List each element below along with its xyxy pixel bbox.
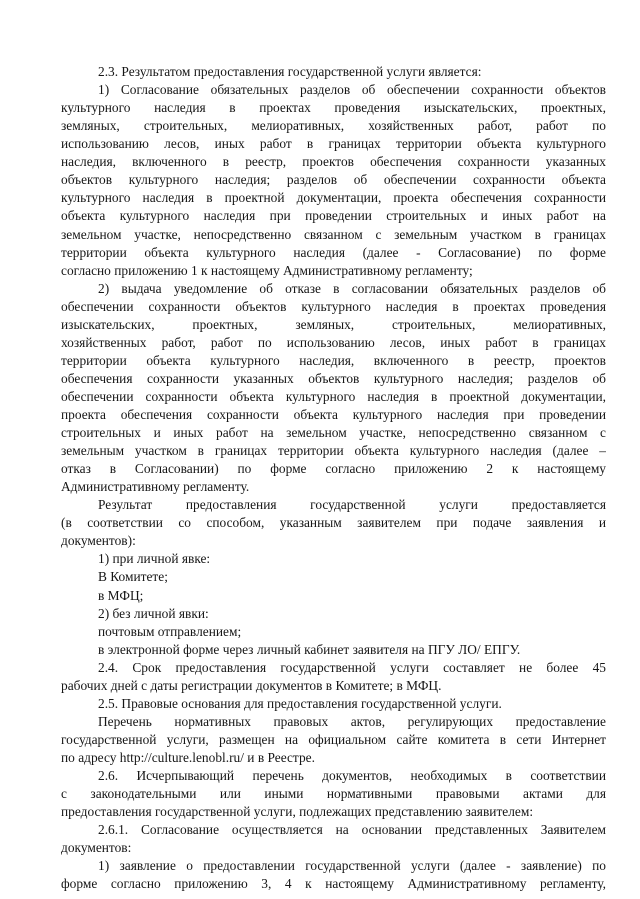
text-line: по адресу http://culture.lenobl.ru/ и в Реестре. [61,749,315,765]
text-line: земельным участком в границах территории объекта культурного наследия (далее – [61,443,606,459]
text-line: объекта культурного наследия при проведении строительных и иных работ на [61,208,606,224]
text-line: форме согласно приложению 3, 4 к настоящему Административному регламенту, [61,876,606,892]
text-line: рабочих дней с даты регистрации документов в Комитете; в МФЦ. [61,677,442,693]
text-line: Результат предоставления государственной услуги предоставляется [98,497,606,513]
text-line: В Комитете; [98,569,168,585]
text-line: государственной услуги, размещен на официальном сайте комитета в сети Интернет [61,731,606,747]
text-line: в МФЦ; [98,587,144,603]
text-line: 2) выдача уведомление об отказе в согласовании обязательных разделов об [98,280,606,296]
text-line: проекта обеспечения сохранности объекта культурного наследия при проведении [61,406,606,422]
text-line: объектов культурного наследия; разделов об обеспечении сохранности объекта [61,172,606,188]
text-line: согласно приложению 1 к настоящему Административному регламенту; [61,262,473,278]
text-line: Перечень нормативных правовых актов, регулирующих предоставление [98,713,606,729]
text-line: 1) при личной явке: [98,551,211,567]
text-line: (в соответствии со способом, указанным заявителем при подаче заявления и [61,515,606,531]
text-line: обеспечении сохранности объекта культурного наследия в проектной документации, [61,388,606,404]
text-line: документов: [61,840,132,856]
text-line: 1) Согласование обязательных разделов об обеспечении сохранности объектов [98,82,606,97]
text-line: 2.6. Исчерпывающий перечень документов, необходимых в соответствии [98,768,606,783]
text-line: земляных, строительных, мелиоративных, хозяйственных работ, работ по [61,118,606,134]
text-line: предоставления государственной услуги, подлежащих представлению заявителем: [61,804,534,820]
text-line: почтовым отправлением; [98,623,242,639]
text-line: 2.5. Правовые основания для предоставления государственной услуги. [98,695,502,711]
text-line: 2.6.1. Согласование осуществляется на основании представленных Заявителем [98,822,606,838]
text-line: территории объекта культурного наследия (далее - Согласование) по форме [61,244,606,260]
text-line: Административному регламенту. [61,479,250,495]
text-line: использованию лесов, иных работ в границах территории объекта культурного [61,136,606,152]
text-line: в электронной форме через личный кабинет заявителя на ПГУ ЛО/ ЕПГУ. [98,641,521,657]
text-line: обеспечения сохранности указанных объектов культурного наследия; разделов об [61,370,606,386]
text-line: территории объекта культурного наследия, включенного в реестр, проектов [61,352,606,368]
text-line: 2) без личной явки: [98,605,209,621]
text-line: 1) заявление о предоставлении государственной услуги (далее - заявление) по [98,858,606,874]
text-line: документов): [61,533,136,549]
text-line: изыскательских, проектных, земляных, строительных, мелиоративных, [61,316,606,332]
text-line: с законодательными или иными нормативными правовыми актами для [61,786,606,801]
text-line: 2.3. Результатом предоставления государственной услуги является: [98,64,482,79]
text-line: земельном участке, непосредственно связанном с земельным участком в границах [61,226,606,242]
text-line: хозяйственных работ, работ по использованию лесов, иных работ в границах [61,334,606,350]
text-line: наследия, включенного в реестр, проектов обеспечения сохранности указанных [61,154,606,170]
text-line: культурного наследия в проектной документации, проекта обеспечения сохранности [61,190,606,206]
text-line: обеспечении сохранности объектов культурного наследия в проектах проведения [61,298,606,314]
text-line: отказ в Согласовании) по форме согласно приложению 2 к настоящему [61,461,606,477]
text-line: строительных и иных работ на земельном участке, непосредственно связанном с [61,425,606,440]
text-line: 2.4. Срок предоставления государственной услуги составляет не более 45 [98,659,606,675]
text-line: культурного наследия в проектах проведения изыскательских, проектных, [61,100,606,116]
